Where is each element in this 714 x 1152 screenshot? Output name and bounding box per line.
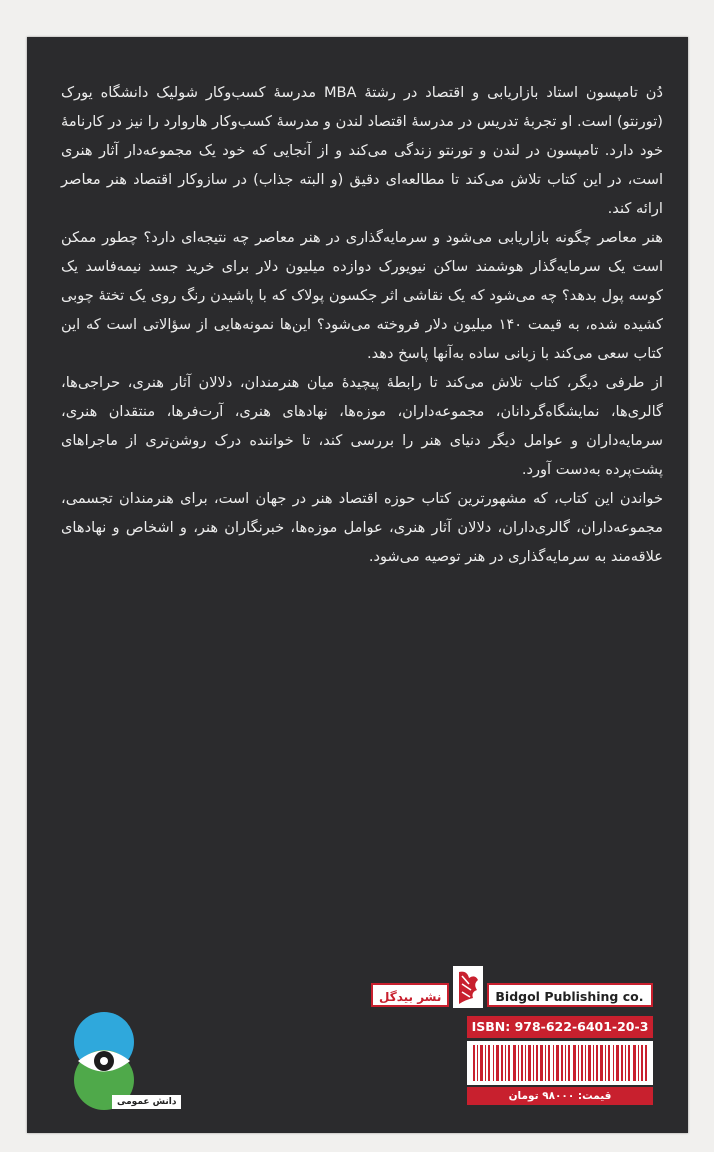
price-label: قیمت: ۹۸۰۰۰ تومان — [467, 1087, 653, 1105]
blurb-paragraph-author: دُن تامپسون استاد بازاریابی و اقتصاد در رشتهٔ MBA مدرسهٔ کسب‌وکار شولیک دانشگاه یورک (تورنتو) است. او تجربهٔ تدریس در مدرسهٔ اقتصاد لندن و مدرسهٔ کسب‌وکار هاروارد را نیز در کارنامهٔ خود دارد. تامپسون در لندن و تورنتو زندگی می‌کند و از آنجایی که خود یک مجموعه‌دار آثار هنری است، در این کتاب تلاش می‌کند تا مطالعه‌ای دقیق (و البته جذاب) در سازوکار اقتصاد هنر معاصر ارائه کند. — [61, 84, 663, 217]
publisher-name-en: Bidgol Publishing co. — [487, 983, 653, 1007]
publisher-row — [371, 983, 653, 1007]
series-label: دانش عمومی — [112, 1095, 181, 1109]
blurb-paragraph-recommendation: خواندن این کتاب، که مشهورترین کتاب حوزه اقتصاد هنر در جهان است، برای هنرمندان تجسمی، مجموعه‌داران، گالری‌داران، دلالان آثار هنری، عوامل موزه‌ها، خبرنگاران هنر، و اشخاص و نهادهای علاقه‌مند به سرمایه‌گذاری در هنر توصیه می‌شود. — [61, 490, 663, 565]
publisher-name-fa: نشر بیدگل — [371, 983, 449, 1007]
blurb-paragraph-questions: هنر معاصر چگونه بازاریابی می‌شود و سرمایه‌گذاری در هنر معاصر چه نتیجه‌ای دارد؟ چطور ممکن است یک سرمایه‌گذار هوشمند ساکن نیویورک دوازده میلیون دلار برای خرید جسد نیمه‌فاسد یک کوسه پول بدهد؟ چه می‌شود که یک نقاشی اثر جکسون پولاک که با پاشیدن رنگ روی یک تختهٔ چوبی کشیده شده، به قیمت ۱۴۰ میلیون دلار فروخته می‌شود؟ این‌ها نمونه‌هایی از سؤالاتی است که این کتاب سعی می‌کند با زبانی ساده به‌آنها پاسخ دهد. — [61, 229, 663, 362]
publisher-bird-icon — [453, 966, 483, 1008]
barcode-icon — [467, 1041, 653, 1085]
isbn-label: ISBN: 978-622-6401-20-3 — [467, 1016, 653, 1038]
blurb-paragraph-relations: از طرفی دیگر، کتاب تلاش می‌کند تا رابطهٔ پیچیدهٔ میان هنرمندان، دلالان آثار هنری، حراجی‌ها، گالری‌ها، نمایشگاه‌گردانان، مجموعه‌داران، موزه‌ها، نهادهای هنری، آرت‌فرها، منتقدان هنری، سرمایه‌داران و عوامل دیگر دنیای هنر را بررسی کند، تا خواننده درک روشن‌تری از ماجراهای پشت‌پرده به‌دست آورد. — [61, 374, 663, 478]
blurb-text — [61, 78, 663, 571]
